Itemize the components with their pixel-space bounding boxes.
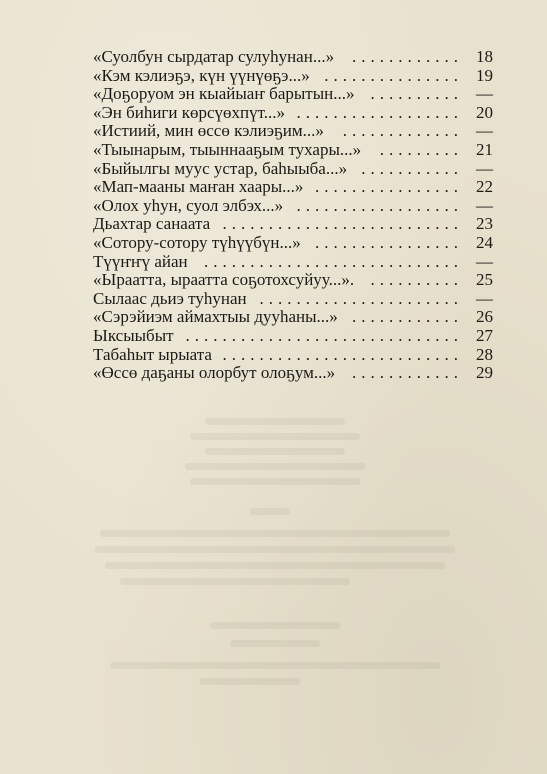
toc-dot-leader: ............	[352, 47, 463, 66]
toc-entry	[93, 85, 493, 104]
toc-entry-title: «Сэрэйиэм аймахтыы дууһаны...»	[93, 307, 338, 327]
toc-entry	[93, 122, 493, 141]
toc-dot-leader: ..................	[296, 195, 463, 215]
toc-entry-title: Дьахтар санаата	[93, 214, 211, 234]
toc-entry-title: «Быйылгы муус устар, баһыыба...»	[93, 158, 348, 178]
toc-entry-title: «Ыраатта, ыраатта соҕотохсуйуу...».	[93, 270, 355, 290]
toc-entry	[93, 215, 493, 234]
toc-dot-leader: ............................	[204, 251, 463, 271]
toc-entry-title: «Истиий, мин өссө кэлиэҕим...»	[93, 121, 324, 141]
toc-entry	[93, 253, 493, 272]
toc-dot-leader: ..........................	[222, 214, 463, 234]
toc-entry	[93, 197, 493, 216]
toc-entry-title: «Сотору-сотору түһүүбүн...»	[93, 232, 301, 252]
toc-entry-page-number: 18	[476, 47, 493, 66]
toc-entry-page-number: —	[476, 288, 493, 308]
toc-dot-leader: ..........................	[222, 344, 463, 364]
toc-entry-page-number: —	[476, 195, 493, 215]
toc-dot-leader: ...............	[324, 65, 463, 85]
toc-entry-page-number: 24	[476, 232, 493, 252]
toc-entry-page-number: —	[476, 251, 493, 271]
toc-entry-title: Сылаас дьиэ туһунан	[93, 288, 247, 308]
toc-entry-page-number: —	[476, 121, 493, 141]
toc-entry-title: «Кэм кэлиэҕэ, күн үүнүөҕэ...»	[93, 65, 310, 85]
toc-entry-title: «Суолбун сырдатар сулуһунан...»	[93, 47, 335, 66]
toc-entry-title: «Тыынарым, тыыннааҕым тухары...»	[93, 139, 362, 159]
toc-entry-title: «Мап-мааны маҥан хаары...»	[93, 177, 304, 197]
toc-entry-page-number: 23	[476, 214, 493, 234]
toc-entry-page-number: 22	[476, 177, 493, 197]
toc-dot-leader: .........	[379, 139, 463, 159]
toc-entry-title: «Доҕоруом эн кыайыаҥ барытын...»	[93, 84, 355, 104]
toc-entry	[93, 271, 493, 290]
toc-entry-page-number: —	[476, 158, 493, 178]
toc-entry	[93, 160, 493, 179]
toc-entry-page-number: 26	[476, 307, 493, 327]
toc-entry-page-number: 25	[476, 270, 493, 290]
toc-entry	[93, 178, 493, 197]
toc-entry-page-number: 29	[476, 363, 493, 383]
toc-entry-page-number: 21	[476, 139, 493, 159]
toc-dot-leader: ................	[315, 177, 463, 197]
toc-entry-page-number: —	[476, 84, 493, 104]
toc-entry-page-number: 28	[476, 344, 493, 364]
toc-entry-page-number: 19	[476, 65, 493, 85]
toc-entry	[93, 141, 493, 160]
toc-entry	[93, 67, 493, 86]
toc-dot-leader: ................	[315, 232, 463, 252]
toc-entry-title: Ыксыыбыт	[93, 325, 174, 345]
toc-dot-leader: ............	[352, 363, 463, 383]
toc-dot-leader: ..............................	[185, 325, 463, 345]
toc-dot-leader: ..........	[370, 270, 463, 290]
toc-dot-leader: ............	[352, 307, 463, 327]
toc-dot-leader: ...........	[361, 158, 463, 178]
toc-entry	[93, 327, 493, 346]
toc-entry	[93, 308, 493, 327]
toc-dot-leader: ..................	[296, 102, 463, 122]
toc-entry-title: «Өссө даҕаны олорбут олоҕум...»	[93, 363, 336, 383]
toc-entry	[93, 234, 493, 253]
toc-entry-title: «Эн биһиги көрсүөхпүт...»	[93, 102, 286, 122]
toc-entry-page-number: 20	[476, 102, 493, 122]
toc-dot-leader: ......................	[259, 288, 463, 308]
toc-entry	[93, 290, 493, 309]
toc-entry-title: Түүҥҥү айан	[93, 251, 188, 271]
toc-entry	[93, 346, 493, 365]
toc-entry-title: Табаһыт ырыата	[93, 344, 212, 364]
toc-dot-leader: .............	[342, 121, 463, 141]
toc-entry-page-number: 27	[476, 325, 493, 345]
toc-dot-leader: ..........	[370, 84, 463, 104]
toc-entry	[93, 104, 493, 123]
table-of-contents	[93, 48, 493, 383]
toc-entry-title: «Олох уһун, суол элбэх...»	[93, 195, 284, 215]
toc-entry	[93, 48, 493, 67]
toc-entry	[93, 364, 493, 383]
